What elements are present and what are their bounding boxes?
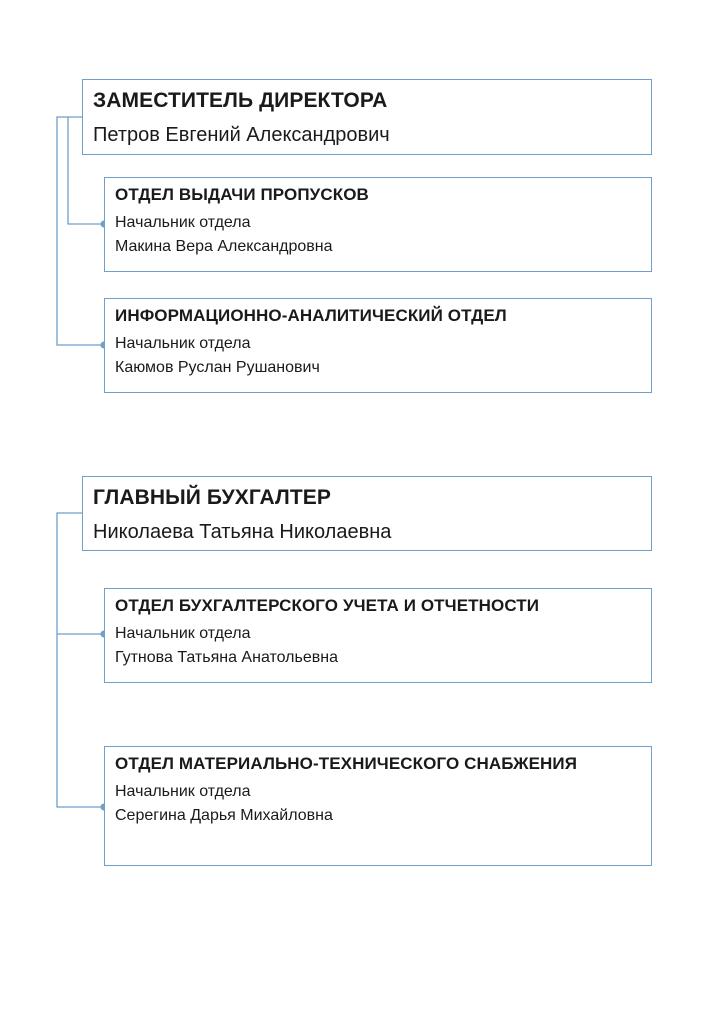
department-title: ОТДЕЛ ВЫДАЧИ ПРОПУСКОВ xyxy=(115,185,369,204)
head-name: Петров Евгений Александрович xyxy=(93,124,390,146)
department-title: ОТДЕЛ БУХГАЛТЕРСКОГО УЧЕТА И ОТЧЕТНОСТИ xyxy=(115,596,540,615)
head-box-chief-accountant xyxy=(82,476,652,551)
department-role: Начальник отдела xyxy=(115,214,251,231)
department-head-name: Серегина Дарья Михайловна xyxy=(115,807,333,824)
department-role: Начальник отдела xyxy=(115,783,251,800)
head-box-deputy-director xyxy=(82,79,652,155)
department-head-name: Каюмов Руслан Рушанович xyxy=(115,359,320,376)
department-head-name: Гутнова Татьяна Анатольевна xyxy=(115,649,338,666)
department-title: ОТДЕЛ МАТЕРИАЛЬНО-ТЕХНИЧЕСКОГО СНАБЖЕНИЯ xyxy=(115,754,578,773)
department-box xyxy=(104,177,652,272)
department-box xyxy=(104,746,652,866)
department-role: Начальник отдела xyxy=(115,335,251,352)
head-title: ЗАМЕСТИТЕЛЬ ДИРЕКТОРА xyxy=(93,89,388,112)
department-head-name: Макина Вера Александровна xyxy=(115,238,333,255)
head-title: ГЛАВНЫЙ БУХГАЛТЕР xyxy=(93,486,332,509)
department-role: Начальник отдела xyxy=(115,625,251,642)
department-box xyxy=(104,298,652,393)
department-box xyxy=(104,588,652,683)
connector-line-group-2 xyxy=(57,513,104,807)
head-name: Николаева Татьяна Николаевна xyxy=(93,521,392,543)
department-title: ИНФОРМАЦИОННО-АНАЛИТИЧЕСКИЙ ОТДЕЛ xyxy=(115,306,507,325)
